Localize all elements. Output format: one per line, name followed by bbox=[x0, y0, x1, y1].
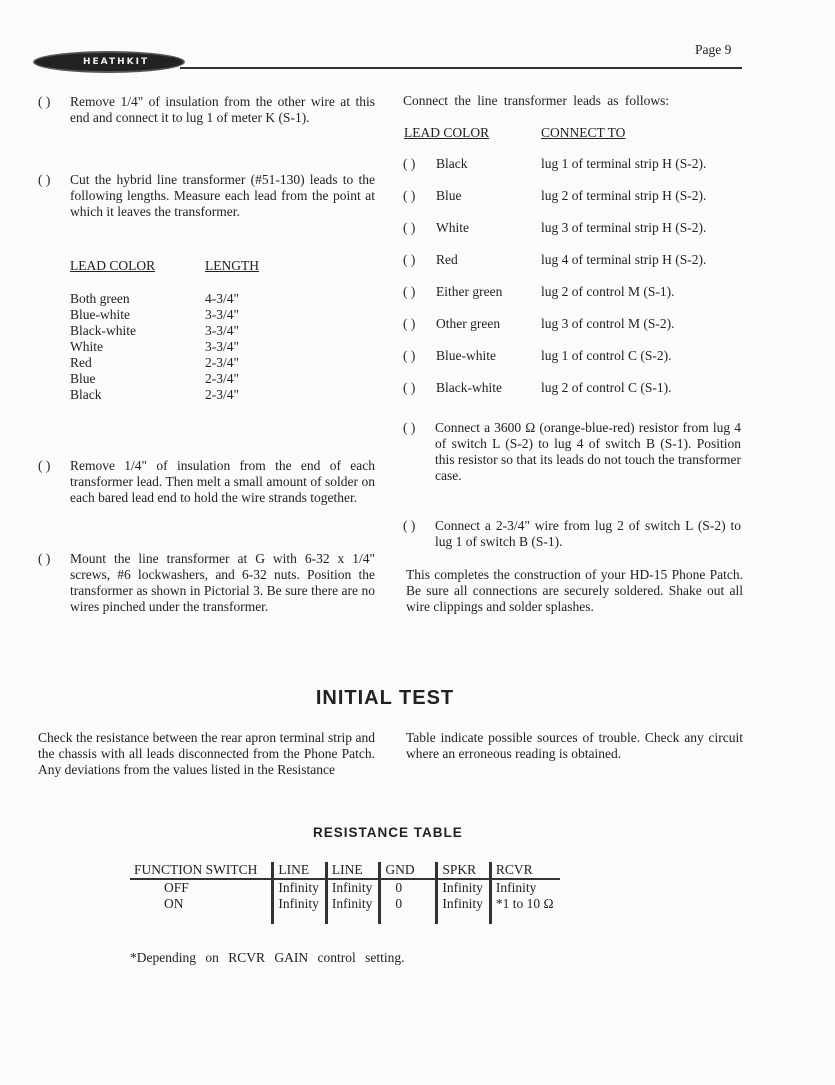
lead-length: 2-3/4" bbox=[205, 355, 240, 370]
lead-length: 2-3/4" bbox=[205, 387, 240, 402]
length-row bbox=[70, 387, 330, 403]
initial-test-right: Table indicate possible sources of trouble. Check any circuit where an erroneous reading is obtained. bbox=[406, 730, 743, 761]
connect-header-color: LEAD COLOR bbox=[404, 125, 490, 140]
table-header-row bbox=[130, 862, 560, 879]
footnote: *Depending on RCVR GAIN control setting. bbox=[130, 950, 405, 965]
lead-color: Either green bbox=[436, 284, 503, 299]
table-cell: 0 bbox=[380, 896, 437, 924]
connect-row bbox=[403, 380, 748, 412]
section-title: INITIAL TEST bbox=[315, 687, 455, 709]
connect-to: lug 2 of control C (S-1). bbox=[541, 380, 672, 395]
step-text: Connect a 3600 Ω (orange-blue-red) resistor from lug 4 of switch L (S-2) to lug 4 of switch B (S-1). Position this resistor so that its leads do not touch the transformer case. bbox=[435, 420, 741, 483]
lead-color: Black-white bbox=[436, 380, 502, 395]
heathkit-logo bbox=[33, 51, 185, 73]
connect-to: lug 1 of terminal strip H (S-2). bbox=[541, 156, 707, 171]
connect-to: lug 2 of control M (S-1). bbox=[541, 284, 675, 299]
checkbox[interactable]: ( ) bbox=[403, 284, 416, 299]
length-row bbox=[70, 323, 330, 339]
header-line: LINE bbox=[273, 862, 327, 879]
checkbox[interactable]: ( ) bbox=[38, 94, 51, 109]
connect-to: lug 3 of terminal strip H (S-2). bbox=[541, 220, 707, 235]
connect-row bbox=[403, 348, 748, 380]
lead-length: 2-3/4" bbox=[205, 371, 240, 386]
lead-length: 4-3/4" bbox=[205, 291, 240, 306]
checkbox[interactable]: ( ) bbox=[403, 316, 416, 331]
connect-to: lug 3 of control M (S-2). bbox=[541, 316, 675, 331]
length-row bbox=[70, 339, 330, 355]
table-cell: 0 bbox=[380, 879, 437, 896]
connect-row bbox=[403, 316, 748, 348]
connect-intro: Connect the line transformer leads as follows: bbox=[403, 93, 670, 108]
table-row bbox=[130, 896, 560, 924]
page-number: Page 9 bbox=[695, 42, 732, 57]
table-cell: *1 to 10 Ω bbox=[490, 896, 559, 924]
checkbox[interactable]: ( ) bbox=[403, 252, 416, 267]
lead-length: 3-3/4" bbox=[205, 339, 240, 354]
connect-row bbox=[403, 220, 748, 252]
closing-text: This completes the construction of your HD-15 Phone Patch. Be sure all connections are securely soldered. Shake out all wire clippings and solder splashes. bbox=[406, 567, 743, 614]
connect-to: lug 2 of terminal strip H (S-2). bbox=[541, 188, 707, 203]
checkbox[interactable]: ( ) bbox=[403, 420, 416, 435]
checkbox[interactable]: ( ) bbox=[403, 156, 416, 171]
connect-row bbox=[403, 156, 748, 188]
lead-color: Blue bbox=[70, 371, 96, 386]
header-rcvr: RCVR bbox=[490, 862, 559, 879]
connect-to: lug 1 of control C (S-2). bbox=[541, 348, 672, 363]
table-cell: ON bbox=[164, 896, 184, 911]
table-cell: Infinity bbox=[273, 896, 327, 924]
table-cell: Infinity bbox=[326, 896, 380, 924]
connect-row bbox=[403, 252, 748, 284]
table-cell: Infinity bbox=[326, 879, 380, 896]
table-cell: OFF bbox=[164, 880, 189, 895]
lead-color: Blue-white bbox=[70, 307, 130, 322]
table-cell: Infinity bbox=[273, 879, 327, 896]
connect-to: lug 4 of terminal strip H (S-2). bbox=[541, 252, 707, 267]
lead-length: 3-3/4" bbox=[205, 307, 240, 322]
connect-table bbox=[403, 156, 748, 412]
table-cell: Infinity bbox=[490, 879, 559, 896]
connect-row bbox=[403, 188, 748, 220]
resistance-table-title: RESISTANCE TABLE bbox=[313, 825, 463, 840]
lead-color: Both green bbox=[70, 291, 130, 306]
table-cell: Infinity bbox=[437, 896, 491, 924]
checkbox[interactable]: ( ) bbox=[38, 172, 51, 187]
lead-color: White bbox=[436, 220, 469, 235]
length-row bbox=[70, 291, 330, 307]
header-line: LINE bbox=[326, 862, 380, 879]
header-function-switch: FUNCTION SWITCH bbox=[130, 862, 273, 879]
checkbox[interactable]: ( ) bbox=[38, 551, 51, 566]
step-text: Connect a 2-3/4" wire from lug 2 of switch L (S-2) to lug 1 of switch B (S-1). bbox=[435, 518, 741, 549]
lead-color: Black bbox=[436, 156, 468, 171]
step-text: Remove 1/4" of insulation from the other wire at this end and connect it to lug 1 of meter K (S-1). bbox=[70, 94, 375, 125]
lead-color: Blue bbox=[436, 188, 462, 203]
lead-color: Black-white bbox=[70, 323, 136, 338]
lead-color: Red bbox=[70, 355, 92, 370]
length-header-color: LEAD COLOR bbox=[70, 258, 156, 273]
length-row bbox=[70, 307, 330, 323]
lead-color: Other green bbox=[436, 316, 501, 331]
length-row bbox=[70, 371, 330, 387]
checkbox[interactable]: ( ) bbox=[38, 458, 51, 473]
logo-text: HEATHKIT bbox=[83, 57, 150, 67]
checkbox[interactable]: ( ) bbox=[403, 188, 416, 203]
resistance-table bbox=[130, 862, 560, 924]
lead-length: 3-3/4" bbox=[205, 323, 240, 338]
connect-header-to: CONNECT TO bbox=[541, 125, 626, 140]
lead-color: Red bbox=[436, 252, 458, 267]
lead-color: Black bbox=[70, 387, 102, 402]
length-header-length: LENGTH bbox=[205, 258, 259, 273]
checkbox[interactable]: ( ) bbox=[403, 348, 416, 363]
table-row bbox=[130, 879, 560, 896]
length-table bbox=[70, 291, 330, 403]
step-text: Remove 1/4" of insulation from the end of each transformer lead. Then melt a small amount of solder on each bared lead end to hold the wire strands together. bbox=[70, 458, 375, 505]
initial-test-left: Check the resistance between the rear apron terminal strip and the chassis with all leads disconnected from the Phone Patch. Any deviations from the values listed in the Resistance bbox=[38, 730, 375, 777]
step-text: Mount the line transformer at G with 6-32 x 1/4" screws, #6 lockwashers, and 6-32 nuts. Position the transformer as shown in Pictorial 3. Be sure there are no wires pinched under the transformer. bbox=[70, 551, 375, 614]
lead-color: White bbox=[70, 339, 103, 354]
step-text: Cut the hybrid line transformer (#51-130) leads to the following lengths. Measure each lead from the point at which it leaves the transformer. bbox=[70, 172, 375, 219]
table-cell: Infinity bbox=[437, 879, 491, 896]
header-gnd: GND bbox=[380, 862, 437, 879]
checkbox[interactable]: ( ) bbox=[403, 220, 416, 235]
header-rule bbox=[180, 67, 742, 69]
length-row bbox=[70, 355, 330, 371]
lead-color: Blue-white bbox=[436, 348, 496, 363]
connect-row bbox=[403, 284, 748, 316]
checkbox[interactable]: ( ) bbox=[403, 518, 416, 533]
checkbox[interactable]: ( ) bbox=[403, 380, 416, 395]
header-spkr: SPKR bbox=[437, 862, 491, 879]
